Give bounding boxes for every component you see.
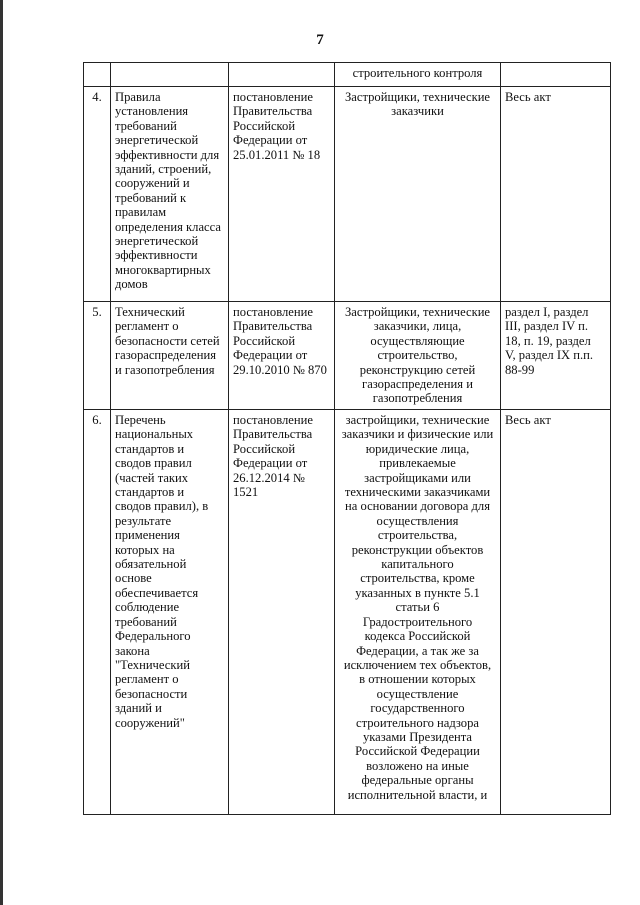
text-line: Федерации от [233, 133, 308, 148]
text-line: кодекса Российской [364, 629, 471, 644]
text-line: заказчики [391, 104, 444, 119]
regulation-name-cell [111, 410, 229, 815]
text-line: применения [115, 528, 180, 543]
text-line: Перечень [115, 413, 166, 427]
text-line: строительства, [377, 528, 458, 543]
text-line: на основании договора для [345, 499, 490, 514]
page-number: 7 [316, 32, 324, 48]
text-line: исполнительной власти, и [347, 787, 488, 802]
regulations-table [83, 62, 611, 815]
text-line: энергетической [115, 133, 199, 148]
text-line: федеральные органы [361, 773, 474, 788]
text-line: установления [115, 104, 189, 119]
legal-act-cell [229, 302, 335, 410]
text-line: Правительства [233, 319, 313, 334]
text-line: зданий и [115, 701, 162, 716]
text-line: основе [115, 571, 152, 586]
text-line: указанных в пункте 5.1 [355, 585, 480, 600]
text-line: сооружений" [115, 715, 185, 730]
text-line: определения класса [115, 219, 221, 234]
text-line: сводов правил [115, 456, 192, 471]
table-row [84, 302, 611, 410]
text-line: строительства, кроме [360, 571, 475, 586]
text-line: безопасности [115, 686, 188, 701]
text-line: многоквартирных [115, 262, 211, 277]
scope-cell [501, 302, 611, 410]
text-line: возложено на иные [366, 758, 469, 773]
subjects-cell [335, 410, 501, 815]
text-line: 29.10.2010 № 870 [233, 362, 327, 377]
text-line: стандартов и [115, 441, 185, 456]
row-number: 6. [84, 410, 111, 815]
text-line: осуществление [376, 686, 459, 701]
text-line: реконструкцию сетей [359, 362, 476, 377]
text-line: привлекаемые [379, 456, 456, 471]
text-line: "Технический [115, 657, 190, 672]
text-line: правилам [115, 205, 167, 220]
text-line: закона [115, 643, 150, 658]
text-line: Правила [115, 90, 161, 104]
text-line: домов [115, 277, 148, 292]
text-line: статьи 6 [395, 600, 440, 615]
text-line: постановление [233, 413, 313, 427]
text-line: результате [115, 513, 172, 528]
text-line: строительного контроля [352, 66, 483, 80]
text-line: стандартов и [115, 485, 185, 500]
text-line: раздел I, раздел [505, 305, 589, 319]
subjects-cell [335, 63, 501, 87]
text-line: сводов правил), в [115, 499, 209, 514]
regulation-name-cell [111, 302, 229, 410]
text-line: регламент о [115, 672, 179, 687]
text-line: регламент о [115, 319, 179, 334]
text-line: национальных [115, 427, 194, 442]
text-line: застройщики, технические [345, 413, 490, 427]
text-line: техническими заказчиками [344, 485, 491, 500]
text-line: энергетической [115, 234, 199, 249]
text-line: требований [115, 614, 177, 629]
scope-cell [501, 410, 611, 815]
text-line: эффективности [115, 248, 198, 263]
text-line: постановление [233, 90, 313, 104]
text-line: газораспределения [115, 348, 217, 363]
subjects-cell [335, 302, 501, 410]
text-line: соблюдение [115, 600, 180, 615]
legal-act-cell [229, 410, 335, 815]
text-line: требований к [115, 190, 187, 205]
text-line: строительство, [377, 348, 458, 363]
text-line: Российской Федерации [355, 744, 480, 759]
row-number: 5. [84, 302, 111, 410]
text-line: Технический [115, 305, 185, 319]
text-line: III, раздел IV п. [505, 319, 589, 334]
text-line: газопотребления [372, 391, 463, 406]
text-line: заказчики и физические или [341, 427, 494, 442]
text-line: Правительства [233, 104, 313, 119]
text-line: юридические лица, [365, 441, 470, 456]
table-row [84, 63, 611, 87]
scope-cell [501, 87, 611, 302]
text-line: обязательной [115, 557, 187, 572]
row-number [84, 63, 111, 87]
table-row [84, 410, 611, 815]
text-line: исключением тех объектов, [343, 657, 492, 672]
text-line: требований [115, 118, 177, 133]
row-number: 4. [84, 87, 111, 302]
text-line: Российской [233, 441, 296, 456]
regulation-name-cell [111, 63, 229, 87]
text-line: Застройщики, технические [344, 305, 491, 319]
text-line: 25.01.2011 № 18 [233, 147, 321, 162]
text-line: строительного надзора [355, 715, 479, 730]
text-line: Российской [233, 118, 296, 133]
legal-act-cell [229, 63, 335, 87]
scan-edge [0, 0, 3, 905]
text-line: Федерации от [233, 456, 308, 471]
text-line: Весь акт [505, 413, 551, 427]
regulation-name-cell [111, 87, 229, 302]
text-line: Федерального [115, 629, 191, 644]
text-line: 26.12.2014 № [233, 470, 305, 485]
text-line: эффективности для [115, 147, 220, 162]
text-line: обеспечивается [115, 585, 199, 600]
text-line: 1521 [233, 485, 259, 500]
text-line: зданий, строений, [115, 162, 212, 177]
text-line: реконструкции объектов [351, 542, 484, 557]
text-line: Российской [233, 333, 296, 348]
text-line: застройщиками или [364, 470, 471, 485]
text-line: Градостроительного [362, 614, 473, 629]
text-line: в отношении которых [359, 672, 476, 687]
text-line: постановление [233, 305, 313, 319]
text-line: 88-99 [505, 362, 535, 377]
text-line: Весь акт [505, 90, 551, 104]
text-line: сооружений и [115, 176, 190, 191]
text-line: заказчики, лица, [373, 319, 462, 334]
text-line: Правительства [233, 427, 313, 442]
text-line: Федерации, а так же за [356, 643, 479, 658]
text-line: осуществляющие [370, 333, 465, 348]
text-line: государственного [370, 701, 465, 716]
text-line: Застройщики, технические [344, 90, 491, 104]
text-line: V, раздел IX п.п. [505, 348, 594, 363]
text-line: указами Президента [362, 729, 473, 744]
text-line: безопасности сетей [115, 333, 220, 348]
subjects-cell [335, 87, 501, 302]
legal-act-cell [229, 87, 335, 302]
table-row [84, 87, 611, 302]
text-line: (частей таких [115, 470, 189, 485]
text-line: капитального [381, 557, 454, 572]
text-line: Федерации от [233, 348, 308, 363]
text-line: 18, п. 19, раздел [505, 333, 591, 348]
text-line: и газопотребления [115, 362, 215, 377]
scope-cell [501, 63, 611, 87]
text-line: осуществления [376, 513, 459, 528]
text-line: газораспределения и [362, 377, 473, 392]
text-line: которых на [115, 542, 175, 557]
